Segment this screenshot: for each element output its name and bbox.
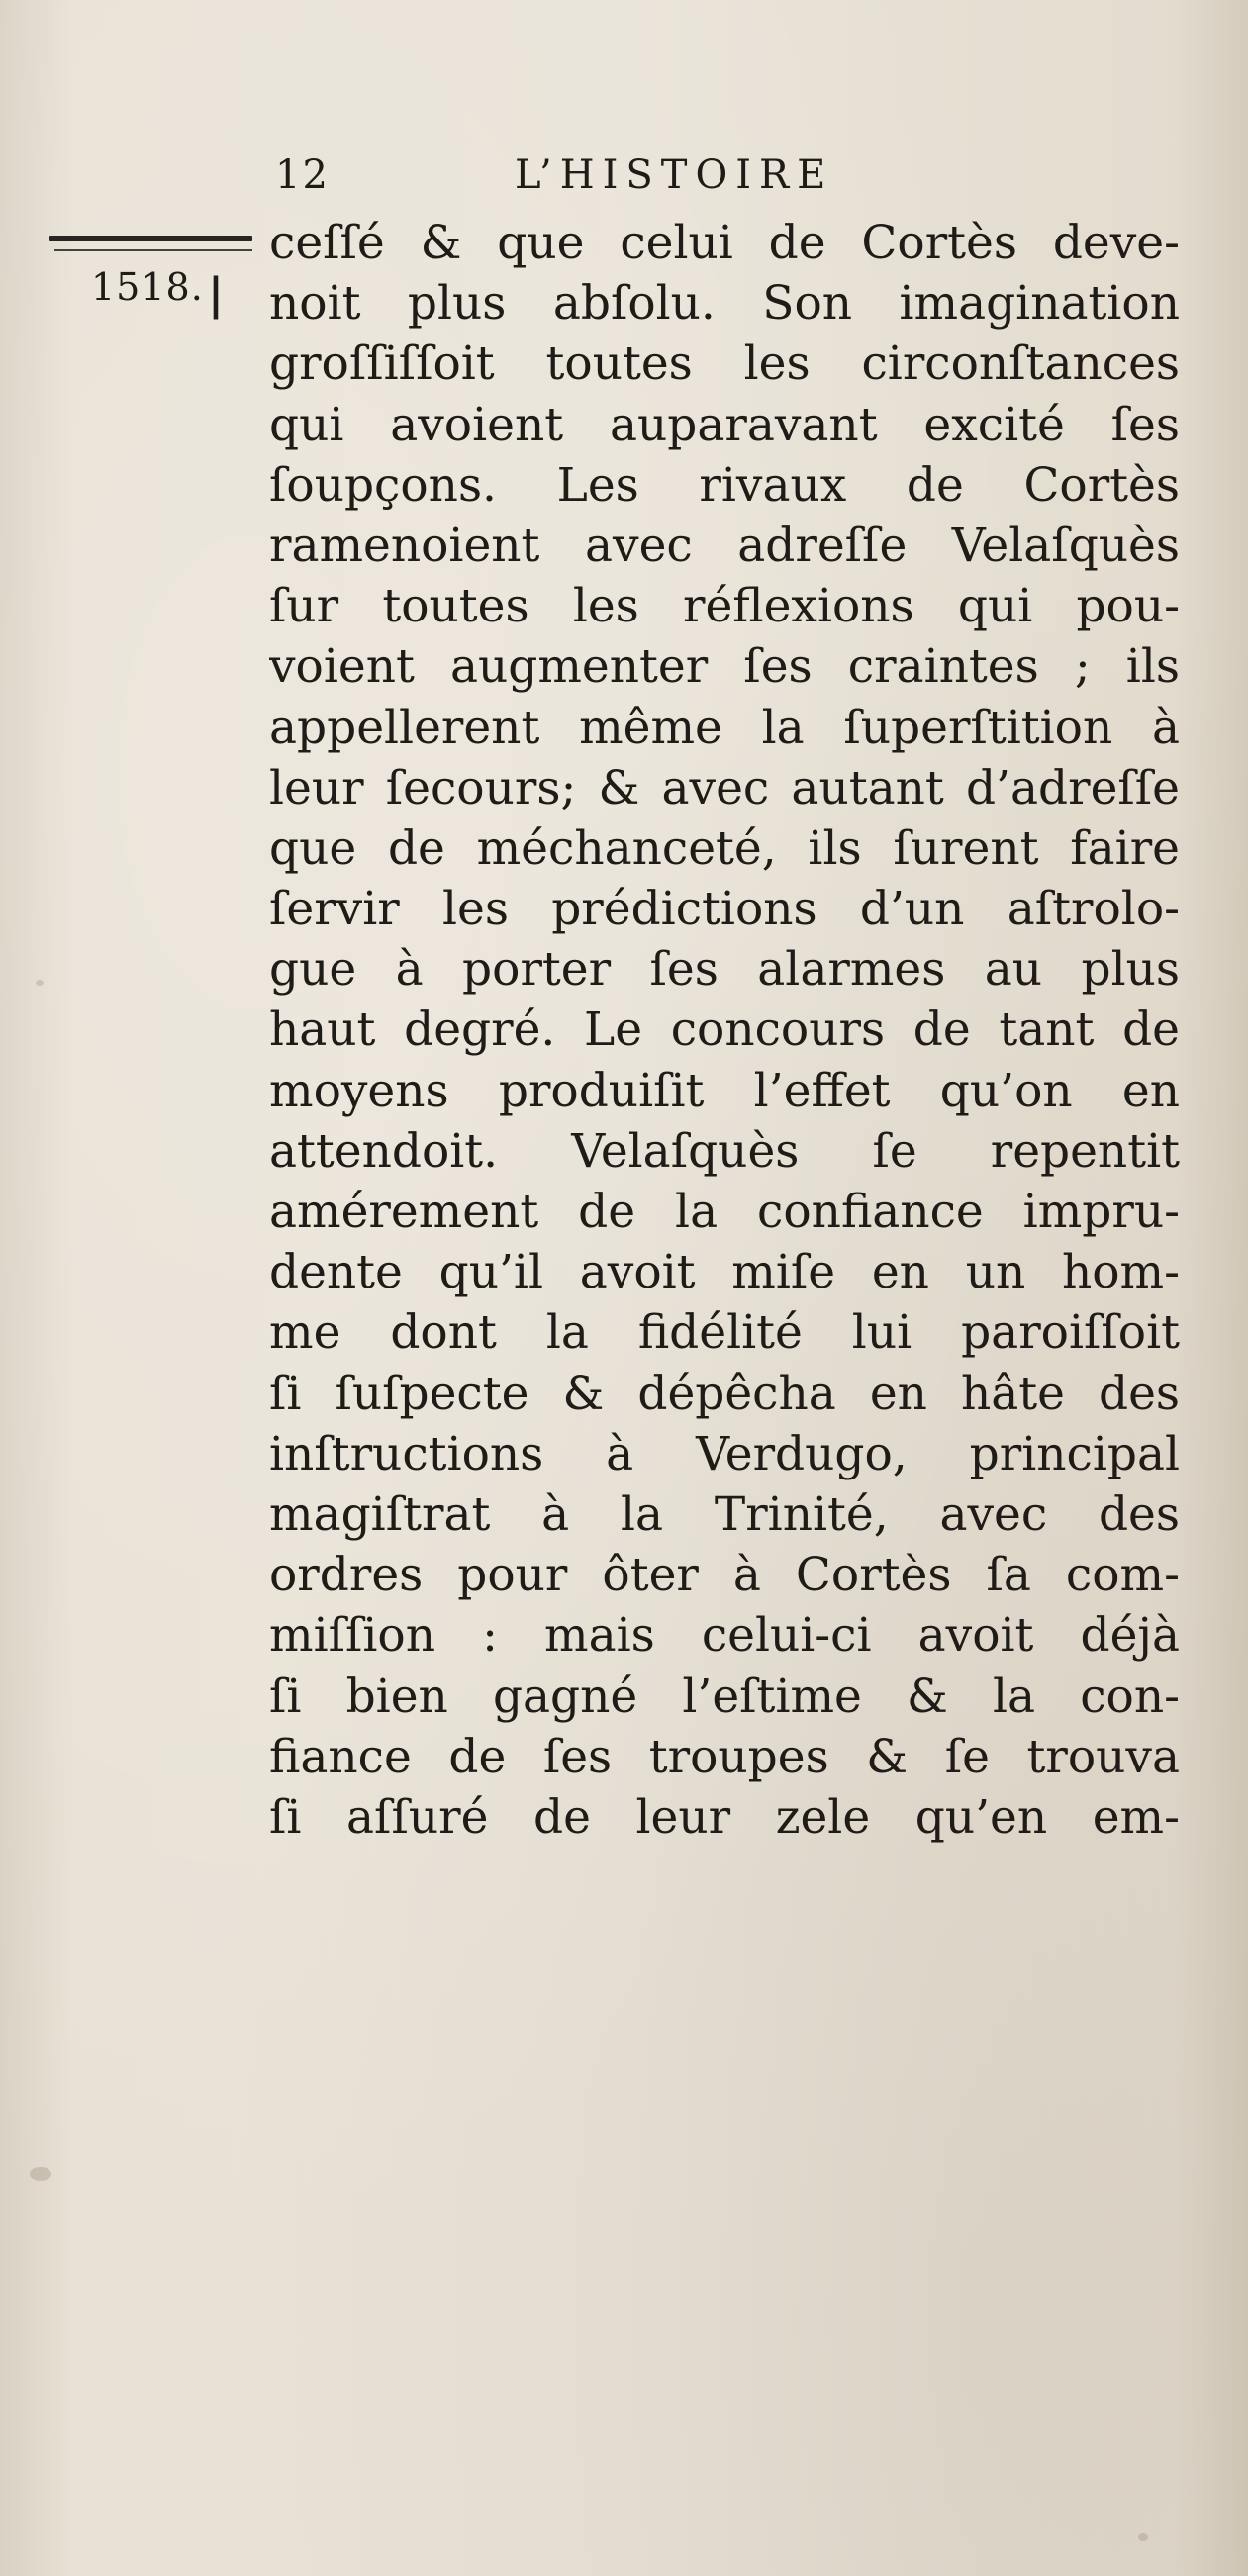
text-line: que de méchanceté, ils ſurent faire — [269, 820, 1180, 876]
text-line: gue à porter ſes alarmes au plus — [269, 942, 1180, 998]
text-line: ceſſé & que celui de Cortès deve- — [269, 216, 1180, 270]
text-line: ſi bien gagné l’eſtime & la con- — [269, 1669, 1180, 1724]
text-line: moyens produiſit l’effet qu’on en — [269, 1063, 1180, 1118]
text-line: ſi ſuſpecte & dépêcha en hâte des — [269, 1366, 1180, 1421]
running-head — [0, 148, 1248, 208]
paper-speck — [30, 2167, 51, 2181]
margin-bracket: | — [208, 269, 225, 320]
text-line: miſſion : mais celui-ci avoit déjà — [269, 1608, 1180, 1664]
margin-rule — [49, 236, 252, 241]
text-line: appellerent même la ſuperſtition à — [269, 700, 1180, 755]
text-line: fiance de ſes troupes & ſe trouva — [269, 1729, 1180, 1784]
text-line: leur ſecours; & avec autant d’adreſſe — [269, 760, 1180, 815]
text-line: ſur toutes les réflexions qui pou- — [269, 579, 1180, 634]
text-line: qui avoient auparavant excité ſes — [269, 397, 1180, 452]
body-text — [269, 213, 1180, 1848]
text-line: ramenoient avec adreſſe Velaſquès — [269, 518, 1180, 573]
margin-year-note: 1518. — [91, 265, 204, 309]
text-line: inſtructions à Verdugo, principal — [269, 1426, 1180, 1481]
text-line: voient augmenter ſes craintes ; ils — [269, 639, 1180, 695]
text-line: haut degré. Le concours de tant de — [269, 1002, 1180, 1058]
text-line: ſervir les prédictions d’un aſtrolo- — [269, 882, 1180, 937]
text-line: groſſiſſoit toutes les circonſtances — [269, 336, 1180, 392]
text-line: noit plus abſolu. Son imagination — [269, 276, 1180, 332]
text-line: ordres pour ôter à Cortès ſa com- — [269, 1548, 1180, 1603]
page-number: 12 — [275, 152, 330, 198]
text-line: ſi aſſuré de leur zele qu’en em- — [269, 1789, 1180, 1845]
text-line: attendoit. Velaſquès ſe repentit — [269, 1123, 1180, 1179]
text-line: me dont la fidélité lui paroiſſoit — [269, 1305, 1180, 1361]
paper-speck — [1138, 2533, 1148, 2541]
text-line: magiſtrat à la Trinité, avec des — [269, 1486, 1180, 1542]
text-line: dente qu’il avoit miſe en un hom- — [269, 1245, 1180, 1300]
margin-rule-thin — [54, 249, 252, 251]
running-title: L’HISTOIRE — [515, 152, 834, 198]
text-line: amérement de la confiance impru- — [269, 1185, 1180, 1239]
paper-speck — [36, 980, 44, 986]
text-line: ſoupçons. Les rivaux de Cortès — [269, 457, 1180, 513]
